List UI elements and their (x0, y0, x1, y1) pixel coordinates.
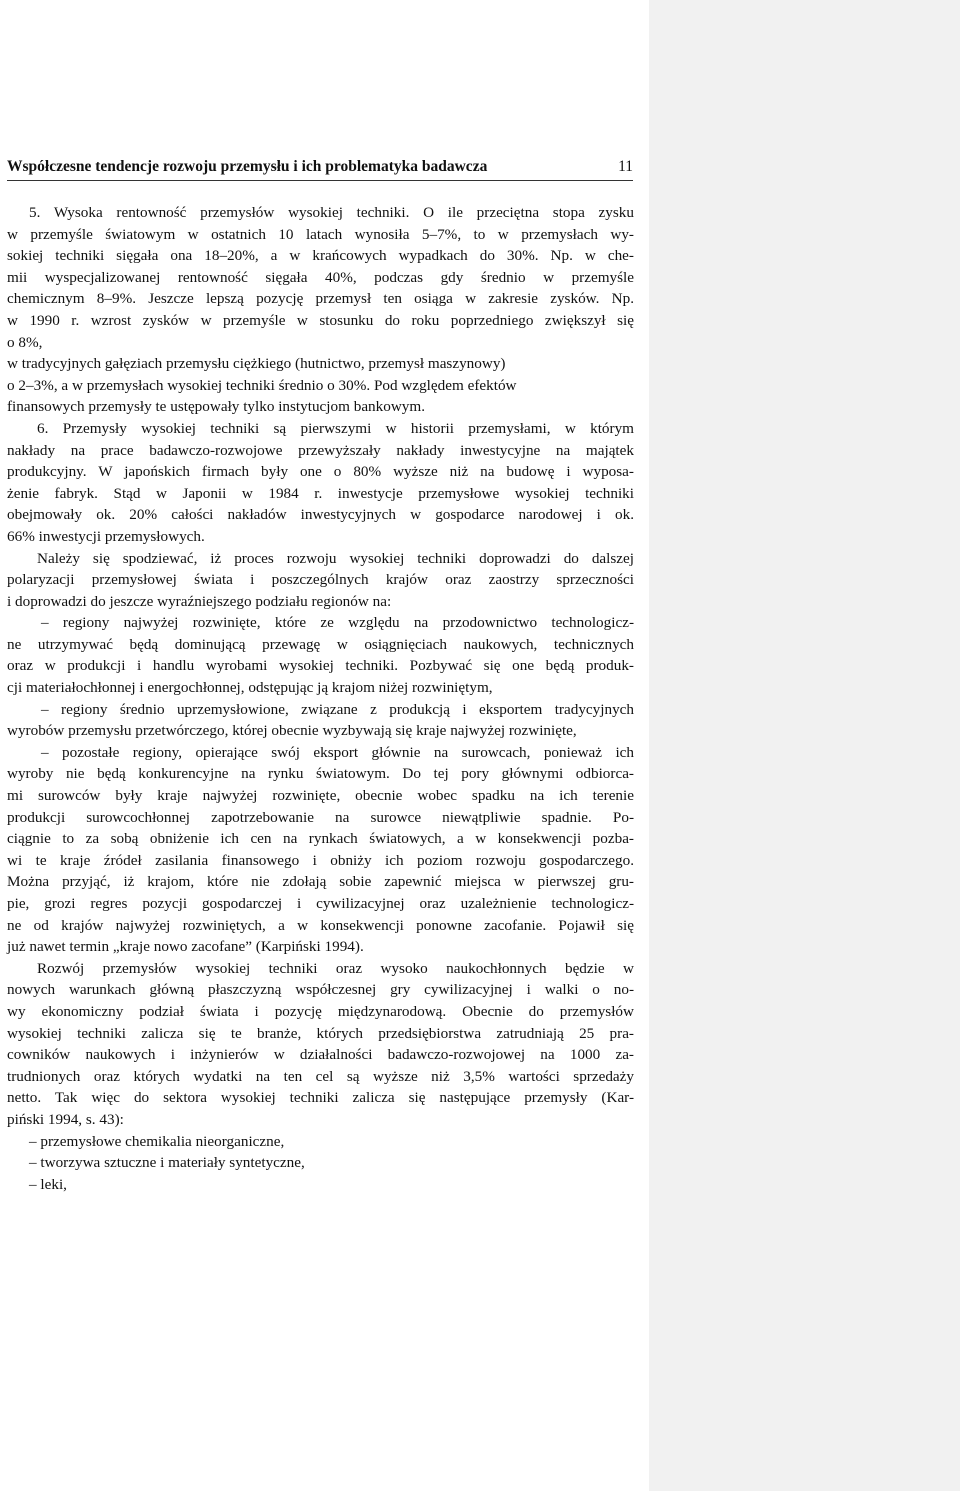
text-line: produkcji surowcochłonnej zapotrzebowanie na surowce niewątpliwie spadnie. Po- (7, 808, 634, 826)
text-line: wy ekonomiczny podział świata i pozycję międzynarodową. Obecnie do przemysłów (7, 1002, 634, 1020)
text-line: – pozostałe regiony, opierające swój eksport głównie na surowcach, ponieważ ich (41, 743, 634, 761)
text-line: obejmowały ok. 20% całości nakładów inwestycyjnych w gospodarce narodowej i ok. (7, 506, 634, 524)
text-line: nowych warunkach główną płaszczyzną współczesnej gry cywilizacyjnej i walki o no- (7, 981, 634, 999)
text-line: 6. Przemysły wysokiej techniki są pierwszymi w historii przemysłami, w którym (37, 419, 634, 437)
body-text (7, 202, 634, 1195)
comment-margin-pane (649, 0, 960, 1491)
page-number: 11 (618, 158, 633, 175)
text-line: – regiony najwyżej rozwinięte, które ze względu na przodownictwo technologicz- (41, 614, 634, 632)
text-line: mii wyspecjalizowanej rentowność sięgała 40%, podczas gdy średnio w przemyśle (7, 268, 634, 286)
text-line: w tradycyjnych gałęziach przemysłu ciężkiego (hutnictwo, przemysł maszynowy) (7, 355, 506, 373)
text-line: już nawet termin „kraje nowo zacofane” (Karpiński 1994). (7, 938, 364, 956)
running-header (7, 156, 633, 181)
text-line: wi te kraje źródeł zasilania finansowego i obniży ich poziom rozwoju gospodarczego. (7, 851, 634, 869)
text-line: piński 1994, s. 43): (7, 1110, 124, 1128)
text-line: w przemyśle światowym w ostatnich 10 latach wynosiła 5–7%, to w przemysłach wy- (7, 225, 634, 243)
list-item: – przemysłowe chemikalia nieorganiczne, (29, 1132, 285, 1150)
header-title: Współczesne tendencje rozwoju przemysłu i ich problematyka badawcza (7, 158, 488, 175)
text-line: ciągnie to za sobą obniżenie ich cen na rynkach światowych, a w konsekwencji pozba- (7, 830, 634, 848)
text-line: sokiej techniki sięgała ona 18–20%, a w krańcowych wypadkach do 30%. Np. w che- (7, 247, 634, 265)
text-line: w 1990 r. wzrost zysków w przemyśle w stosunku do roku poprzedniego zwiększył się (7, 311, 634, 329)
text-line: o 8%, (7, 333, 43, 351)
text-line: Rozwój przemysłów wysokiej techniki oraz wysoko naukochłonnych będzie w (37, 959, 634, 977)
list-item: – leki, (29, 1175, 67, 1193)
text-line: 5. Wysoka rentowność przemysłów wysokiej techniki. O ile przeciętna stopa zysku (29, 204, 634, 221)
text-line: nakłady na prace badawczo-rozwojowe przewyższały nakłady inwestycyjne na majątek (7, 441, 634, 459)
text-line: – regiony średnio uprzemysłowione, związane z produkcją i eksportem tradycyjnych (41, 700, 634, 718)
text-line: Można przyjąć, iż krajom, które nie zdołają sobie zapewnić miejsca w pierwszej gru- (7, 873, 634, 891)
text-line: polaryzacji przemysłowej świata i poszczególnych krajów oraz zaostrzy sprzeczności (7, 571, 634, 589)
text-line: mi surowców były kraje najwyżej rozwinięte, obecnie wobec spadku na ich terenie (7, 787, 634, 805)
text-line: Należy się spodziewać, iż proces rozwoju wysokiej techniki doprowadzi do dalszej (37, 549, 634, 567)
text-line: netto. Tak więc do sektora wysokiej techniki zalicza się następujące przemysły (Kar- (7, 1089, 634, 1107)
text-line: o 2–3%, a w przemysłach wysokiej techniki średnio o 30%. Pod względem efektów (7, 376, 517, 394)
text-line: żenie fabryk. Stąd w Japonii w 1984 r. inwestycje przemysłowe wysokiej techniki (7, 484, 634, 502)
text-line: oraz w produkcji i handlu wyrobami wysokiej techniki. Pozbywać się one będą produk- (7, 657, 634, 675)
text-line: cji materiałochłonnej i energochłonnej, odstępując ją krajom niżej rozwiniętym, (7, 679, 493, 697)
text-line: cowników naukowych i inżynierów w działalności badawczo-rozwojowej na 1000 za- (7, 1046, 634, 1064)
text-line: pie, grozi regres pozycji gospodarczej i cywilizacyjnej oraz uzależnienie technologicz- (7, 895, 634, 912)
text-line: trudnionych oraz których wydatki na ten cel są wyższe niż 3,5% wartości sprzedaży (7, 1067, 634, 1085)
text-line: i doprowadzi do jeszcze wyraźniejszego podziału regionów na: (7, 592, 392, 610)
text-line: wyroby nie będą konkurencyjne na rynku światowym. Do tej pory głównymi odbiorca- (7, 765, 634, 783)
text-line: 66% inwestycji przemysłowych. (7, 527, 205, 545)
list-item: – tworzywa sztuczne i materiały syntetyczne, (29, 1154, 305, 1172)
text-line: wyrobów przemysłu przetwórczego, której obecnie wyzbywają się kraje najwyżej rozwinięte, (7, 722, 577, 740)
text-line: finansowych przemysły te ustępowały tylko instytucjom bankowym. (7, 398, 426, 416)
text-line: wysokiej techniki zalicza się te branże, których przedsiębiorstwa zatrudniają 25 pra- (7, 1024, 634, 1042)
text-line: chemicznym 8–9%. Jeszcze lepszą pozycję przemysł ten osiąga w zakresie zysków. Np. (7, 290, 634, 308)
text-line: ne utrzymywać będą dominującą przewagę w osiągnięciach naukowych, technicznych (7, 635, 634, 653)
text-line: produkcyjny. W japońskich firmach były one o 80% wyższe niż na budowę i wyposa- (7, 463, 634, 481)
text-line: ne od krajów najwyżej rozwiniętych, a w konsekwencji ponowne zacofanie. Pojawił się (7, 916, 634, 934)
